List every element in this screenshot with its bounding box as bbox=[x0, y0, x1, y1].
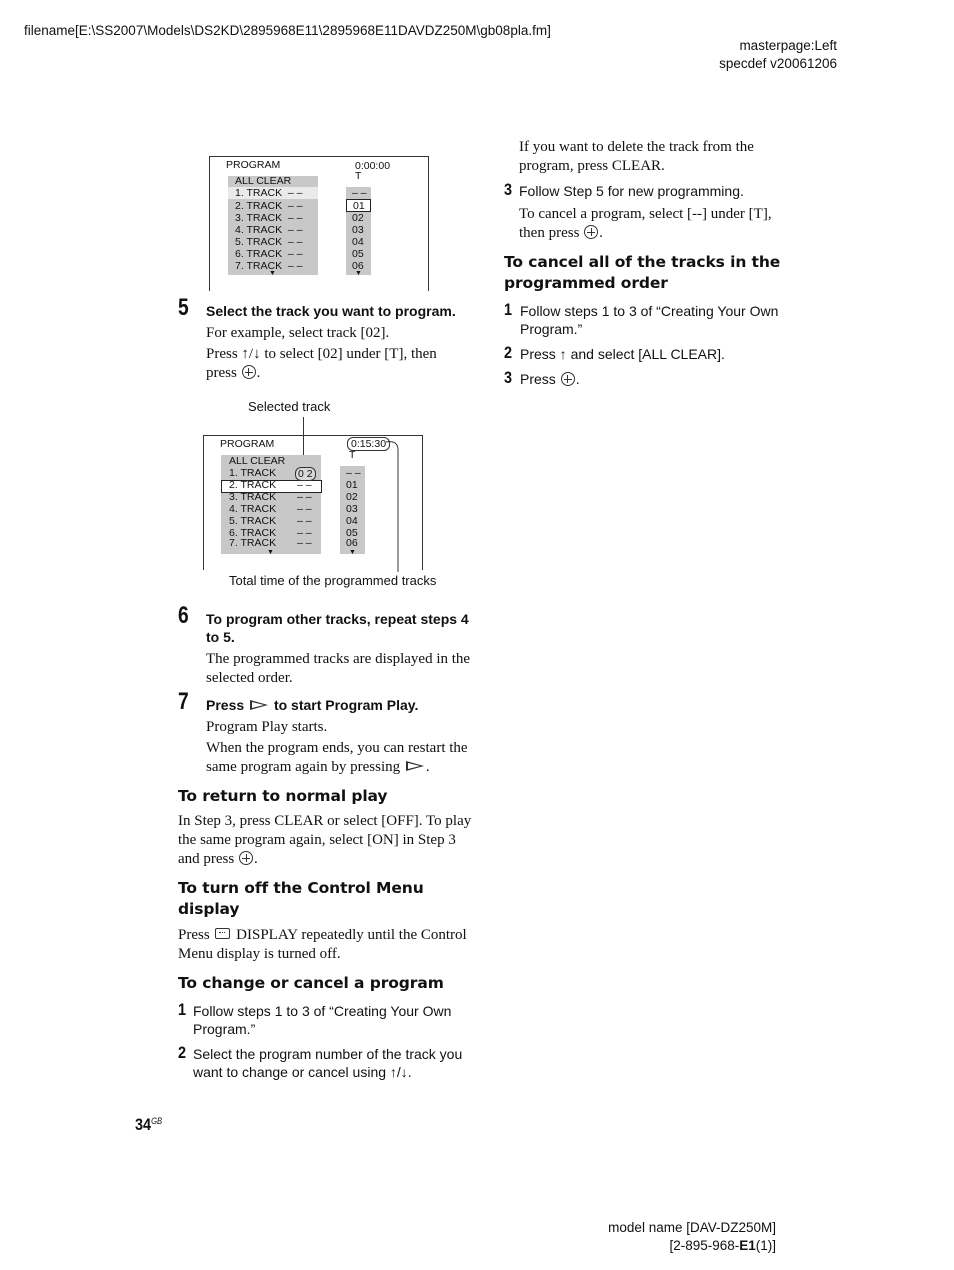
track-value: – – bbox=[287, 224, 303, 236]
step-text: Press . bbox=[520, 371, 580, 387]
screen-time: 0:00:00 bbox=[355, 160, 391, 172]
number-item[interactable]: 04 bbox=[352, 236, 364, 248]
track-label[interactable]: 6. TRACK bbox=[229, 527, 277, 539]
body-text: program, press CLEAR. bbox=[519, 158, 665, 174]
step-number: 2 bbox=[504, 343, 513, 362]
body-text-press: then press bbox=[519, 225, 580, 241]
step-title: To program other tracks, repeat steps 4 bbox=[206, 611, 469, 627]
track-value: – – bbox=[287, 248, 303, 260]
step-text: Program.” bbox=[193, 1021, 256, 1037]
track-value: – – bbox=[297, 527, 312, 539]
footer-model-name: model name [DAV-DZ250M] bbox=[608, 1220, 776, 1235]
track-label[interactable]: 4. TRACK bbox=[235, 224, 283, 236]
number-item[interactable]: 05 bbox=[352, 248, 364, 260]
track-label[interactable]: 5. TRACK bbox=[235, 236, 283, 248]
step-text: Press ↑ and select [ALL CLEAR]. bbox=[520, 346, 725, 362]
step-title-press: Press bbox=[206, 697, 245, 713]
step-text: When the program ends, you can restart the bbox=[206, 740, 468, 756]
callout-total-time: Total time of the programmed tracks bbox=[229, 573, 437, 588]
number-item[interactable]: 05 bbox=[346, 527, 358, 539]
enter-icon bbox=[242, 365, 256, 379]
step-text: selected order. bbox=[206, 670, 293, 686]
callout-total-line bbox=[380, 436, 410, 576]
screen-time: 0:15:30 bbox=[347, 437, 390, 451]
program-screen-1 bbox=[209, 156, 429, 291]
body-text: Menu display is turned off. bbox=[178, 946, 341, 962]
step-title-rest: to start Program Play. bbox=[273, 697, 419, 713]
filename-header: filename[E:\SS2007\Models\DS2KD\2895968E11\2895968E11DAVDZ250M\gb08pla.fm] bbox=[24, 23, 551, 38]
footer-part-c: (1)] bbox=[755, 1238, 776, 1253]
step-title: Select the track you want to program. bbox=[206, 303, 456, 319]
number-item[interactable]: 01 bbox=[346, 479, 358, 491]
track-value: – – bbox=[287, 212, 303, 224]
step-number: 6 bbox=[178, 602, 189, 629]
step-text: want to change or cancel using ↑/↓. bbox=[193, 1064, 412, 1080]
page-number bbox=[135, 1115, 162, 1135]
track-value: – – bbox=[297, 503, 312, 515]
screen-t-label: T bbox=[355, 170, 362, 182]
track-label[interactable]: 7. TRACK bbox=[235, 260, 283, 272]
step-text: Program.” bbox=[520, 321, 583, 337]
body-text-press: and press bbox=[178, 851, 235, 867]
step-text: press . bbox=[206, 365, 261, 381]
track-label[interactable]: 1. TRACK bbox=[229, 467, 277, 479]
step-number: 1 bbox=[504, 300, 513, 319]
scroll-down-icon[interactable]: ▼ bbox=[269, 270, 276, 277]
step-number: 3 bbox=[504, 368, 513, 387]
body-text: the same program again, select [ON] in Step 3 bbox=[178, 832, 456, 848]
step-text-press: press bbox=[206, 365, 237, 381]
body-text: In Step 3, press CLEAR or select [OFF]. To play bbox=[178, 813, 472, 829]
all-clear-item[interactable]: ALL CLEAR bbox=[235, 175, 292, 187]
track-value: – – bbox=[297, 479, 312, 491]
callout-selected-track: Selected track bbox=[248, 399, 331, 414]
step-number: 3 bbox=[504, 180, 513, 199]
body-text: then press . bbox=[519, 225, 603, 241]
step-number: 7 bbox=[178, 688, 189, 715]
number-item[interactable]: – – bbox=[352, 187, 367, 199]
screen-title: PROGRAM bbox=[226, 159, 281, 171]
section-heading: To return to normal play bbox=[178, 787, 388, 805]
screen-t-label: T bbox=[349, 449, 356, 461]
step-text: Select the program number of the track you bbox=[193, 1046, 463, 1062]
number-item[interactable]: 06 bbox=[352, 260, 364, 272]
step-text: Press ↑/↓ to select [02] under [T], then bbox=[206, 346, 437, 362]
track-label[interactable]: 2. TRACK bbox=[235, 200, 283, 212]
number-item[interactable]: – – bbox=[346, 467, 361, 479]
body-text: and press . bbox=[178, 851, 258, 867]
list-scroll-icon[interactable]: ▼ bbox=[355, 270, 362, 277]
track-label[interactable]: 7. TRACK bbox=[229, 537, 277, 549]
step-text: Program Play starts. bbox=[206, 719, 328, 735]
footer-part-a: [2-895-968- bbox=[669, 1238, 740, 1253]
track-label[interactable]: 5. TRACK bbox=[229, 515, 277, 527]
number-item[interactable]: 03 bbox=[352, 224, 364, 236]
page-number-value: 34 bbox=[135, 1115, 152, 1134]
all-clear-item[interactable]: ALL CLEAR bbox=[229, 455, 286, 467]
step-text: The programmed tracks are displayed in the bbox=[206, 651, 471, 667]
track-label[interactable]: 3. TRACK bbox=[235, 212, 283, 224]
body-text-press: Press bbox=[178, 927, 210, 943]
display-button-icon bbox=[215, 928, 230, 939]
scroll-down-icon[interactable]: ▼ bbox=[267, 549, 274, 556]
number-item[interactable]: 02 bbox=[346, 491, 358, 503]
step-title: to 5. bbox=[206, 629, 235, 645]
section-heading: programmed order bbox=[504, 274, 668, 292]
section-heading: display bbox=[178, 900, 240, 918]
specdef-label: specdef v20061206 bbox=[719, 56, 837, 71]
footer-part-number bbox=[669, 1237, 776, 1255]
step-text: For example, select track [02]. bbox=[206, 325, 390, 341]
enter-icon bbox=[561, 372, 575, 386]
step-title bbox=[206, 696, 418, 714]
page-number-suffix: GB bbox=[151, 1116, 163, 1126]
body-text: To cancel a program, select [--] under [T], bbox=[519, 206, 772, 222]
track-value-selected: 0 2 bbox=[295, 467, 316, 481]
footer-part-b: E1 bbox=[739, 1238, 756, 1253]
step-number: 1 bbox=[178, 1000, 187, 1019]
track-value: – – bbox=[287, 187, 303, 199]
step-text: same program again by pressing . bbox=[206, 759, 430, 775]
section-heading: To turn off the Control Menu bbox=[178, 879, 424, 897]
track-value: – – bbox=[297, 515, 312, 527]
track-value: – – bbox=[287, 200, 303, 212]
track-label[interactable]: 3. TRACK bbox=[229, 491, 277, 503]
enter-icon bbox=[239, 851, 253, 865]
number-item[interactable]: 01 bbox=[353, 200, 365, 212]
body-text: If you want to delete the track from the bbox=[519, 139, 754, 155]
section-heading: To change or cancel a program bbox=[178, 974, 444, 992]
screen-title: PROGRAM bbox=[220, 438, 275, 450]
number-item[interactable]: 02 bbox=[352, 212, 364, 224]
track-label[interactable]: 1. TRACK bbox=[235, 187, 283, 199]
track-value: – – bbox=[287, 260, 303, 272]
number-item[interactable]: 06 bbox=[346, 537, 358, 549]
track-label[interactable]: 2. TRACK bbox=[229, 479, 277, 491]
track-label[interactable]: 6. TRACK bbox=[235, 248, 283, 260]
step-text: Follow Step 5 for new programming. bbox=[519, 183, 744, 199]
play-icon bbox=[406, 761, 424, 771]
step-text: Follow steps 1 to 3 of “Creating Your Own bbox=[193, 1003, 452, 1019]
number-item[interactable]: 04 bbox=[346, 515, 358, 527]
masterpage-label: masterpage:Left bbox=[739, 38, 837, 53]
step-number: 2 bbox=[178, 1043, 187, 1062]
step-text-press: Press bbox=[520, 371, 556, 387]
track-value: – – bbox=[297, 537, 312, 549]
track-value: – – bbox=[287, 236, 303, 248]
play-icon bbox=[250, 700, 268, 710]
track-value: – – bbox=[297, 491, 312, 503]
step-text-pressing: same program again by pressing bbox=[206, 759, 401, 775]
list-scroll-icon[interactable]: ▼ bbox=[349, 549, 356, 556]
body-text-rest: DISPLAY repeatedly until the Control bbox=[236, 927, 467, 943]
section-heading: To cancel all of the tracks in the bbox=[504, 253, 781, 271]
number-item[interactable]: 03 bbox=[346, 503, 358, 515]
step-text: Follow steps 1 to 3 of “Creating Your Own bbox=[520, 303, 779, 319]
track-label[interactable]: 4. TRACK bbox=[229, 503, 277, 515]
step-number: 5 bbox=[178, 294, 189, 321]
enter-icon bbox=[584, 225, 598, 239]
body-text bbox=[178, 926, 467, 945]
